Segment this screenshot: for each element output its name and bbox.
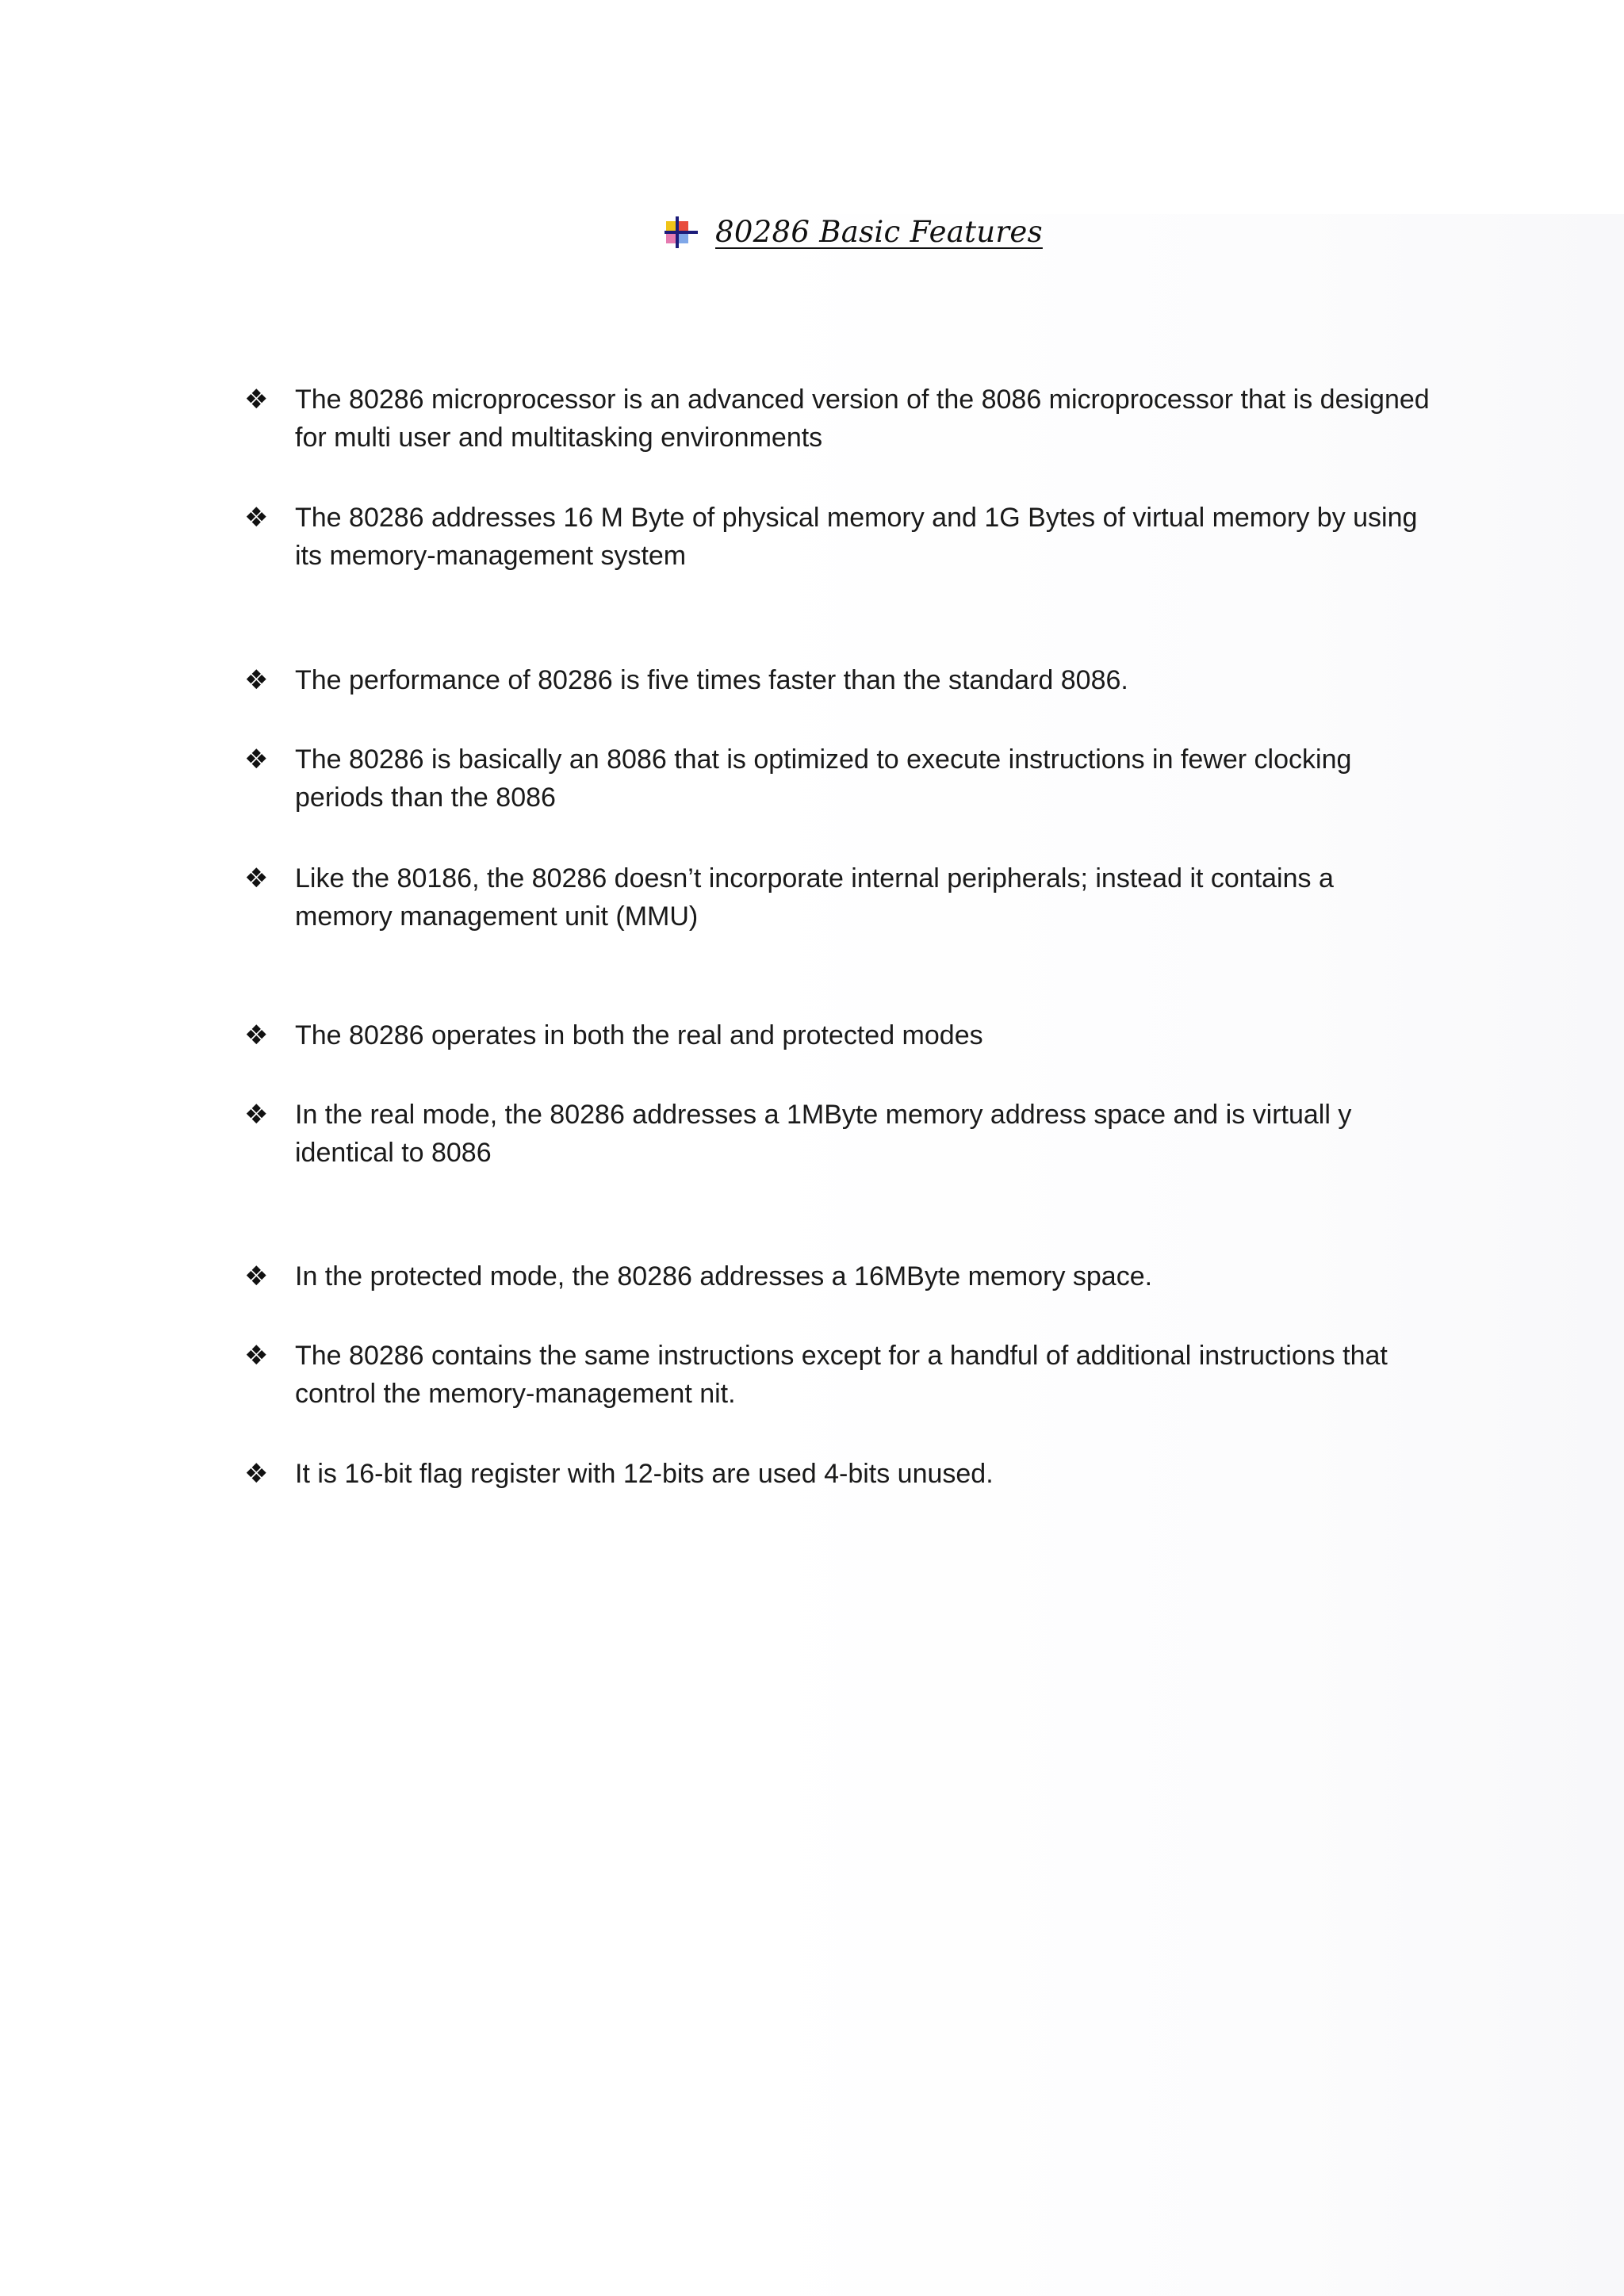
title-row <box>663 208 1043 255</box>
list-item <box>244 661 1434 699</box>
four-diamond-bullet-icon: ❖ <box>244 1340 269 1372</box>
list-item <box>244 859 1434 936</box>
four-diamond-bullet-icon: ❖ <box>244 863 269 894</box>
list-item <box>244 1337 1434 1413</box>
list-item-text: In the protected mode, the 80286 addresses a 16MByte memory space. <box>295 1261 1153 1292</box>
list-item-text: In the real mode, the 80286 addresses a 1MByte memory address space and is virtuall y identical to 8086 <box>295 1100 1352 1168</box>
list-item <box>244 1455 1434 1493</box>
four-diamond-bullet-icon: ❖ <box>244 502 269 534</box>
list-item <box>244 1257 1434 1295</box>
list-item-text: Like the 80186, the 80286 doesn’t incorporate internal peripherals; instead it contains a memory management unit (MMU) <box>295 863 1334 932</box>
four-diamond-bullet-icon: ❖ <box>244 664 269 696</box>
list-item-text: The 80286 addresses 16 M Byte of physical memory and 1G Bytes of virtual memory by using its memory-management system <box>295 503 1418 571</box>
list-item <box>244 1016 1434 1054</box>
four-diamond-bullet-icon: ❖ <box>244 1458 269 1490</box>
list-item-text: The 80286 microprocessor is an advanced version of the 8086 microprocessor that is designed for multi user and multitasking environments <box>295 385 1430 453</box>
list-item <box>244 740 1434 817</box>
page-title: 80286 Basic Features <box>715 214 1043 249</box>
list-item-text: It is 16-bit flag register with 12-bits are used 4-bits unused. <box>295 1459 994 1489</box>
four-diamond-bullet-icon: ❖ <box>244 384 269 415</box>
four-diamond-bullet-icon: ❖ <box>244 1020 269 1051</box>
list-item-text: The 80286 contains the same instructions except for a handful of additional instructions that control the memory-management nit. <box>295 1341 1388 1409</box>
list-item <box>244 381 1434 457</box>
list-item-text: The 80286 operates in both the real and protected modes <box>295 1020 983 1050</box>
list-item <box>244 1096 1434 1172</box>
list-item <box>244 499 1434 575</box>
four-diamond-bullet-icon: ❖ <box>244 1099 269 1131</box>
colored-cross-icon <box>663 213 699 250</box>
list-item-text: The performance of 80286 is five times faster than the standard 8086. <box>295 665 1128 695</box>
four-diamond-bullet-icon: ❖ <box>244 744 269 775</box>
four-diamond-bullet-icon: ❖ <box>244 1261 269 1292</box>
list-item-text: The 80286 is basically an 8086 that is optimized to execute instructions in fewer clocking periods than the 8086 <box>295 744 1352 813</box>
